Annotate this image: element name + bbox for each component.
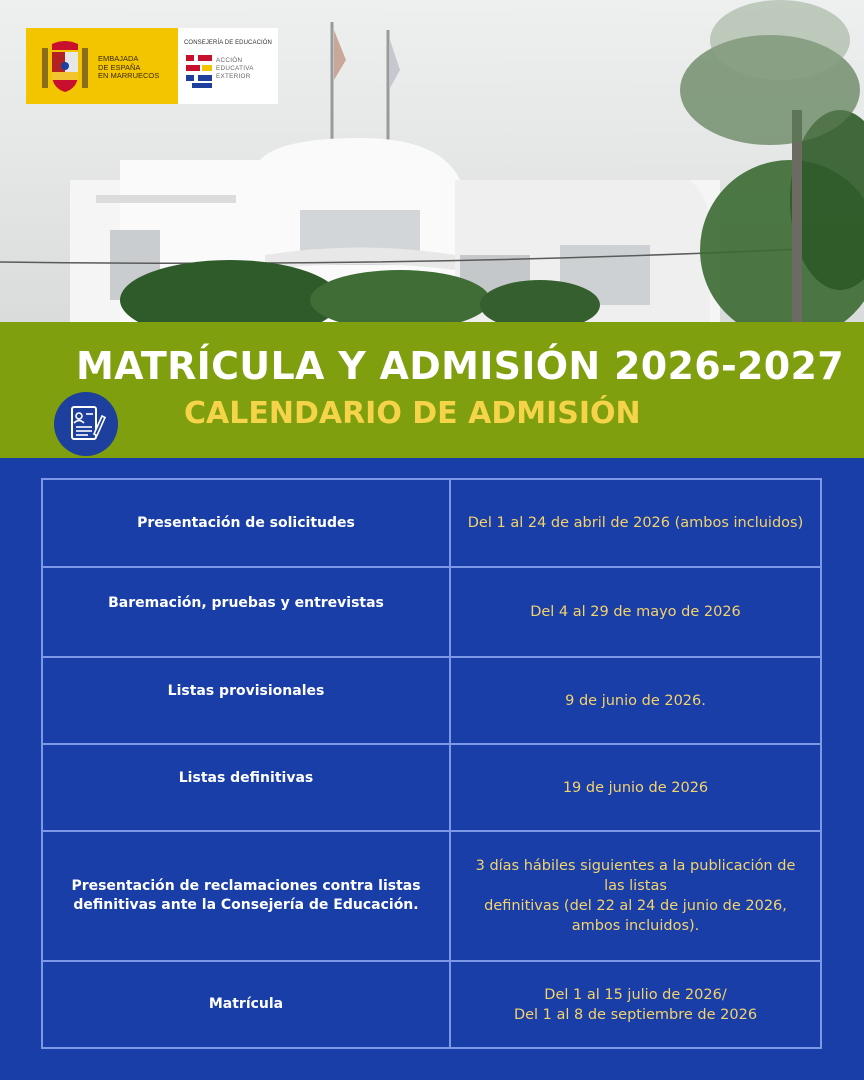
row-label	[43, 568, 451, 656]
table-row	[43, 745, 820, 832]
table-row	[43, 480, 820, 568]
consejeria-line-1: ACCIÓN	[216, 57, 243, 64]
row-label-text: Baremación, pruebas y entrevistas	[108, 594, 384, 611]
row-date: Del 1 al 15 julio de 2026/ Del 1 al 8 de septiembre de 2026	[513, 986, 758, 1023]
page-title: MATRÍCULA Y ADMISIÓN 2026-2027	[76, 344, 844, 388]
consejeria-line-2: EDUCATIVA	[216, 65, 254, 72]
row-date: Del 4 al 29 de mayo de 2026	[530, 604, 741, 620]
form-document-pencil-icon	[54, 392, 118, 456]
embassy-logo	[26, 28, 178, 104]
admission-calendar-table	[41, 478, 822, 1049]
embassy-line-3: EN MARRUECOS	[98, 71, 160, 80]
table-row	[43, 832, 820, 962]
row-label	[43, 658, 451, 743]
row-label: Matrícula	[43, 962, 451, 1047]
consejeria-heading: CONSEJERÍA DE EDUCACIÓN	[184, 40, 272, 46]
school-building-photo	[0, 0, 864, 322]
coat-of-arms-icon	[38, 38, 92, 96]
row-label-text: Listas provisionales	[167, 683, 325, 699]
title-banner	[0, 322, 864, 458]
logos-block	[26, 28, 278, 104]
row-label: Presentación de reclamaciones contra listas definitivas ante la Consejería de Educación.	[43, 832, 451, 960]
table-row	[43, 658, 820, 745]
accion-educativa-mark-icon	[186, 55, 212, 89]
consejeria-logo	[178, 28, 278, 104]
row-label	[43, 745, 451, 830]
page-subtitle: CALENDARIO DE ADMISIÓN	[184, 396, 641, 431]
table-row	[43, 568, 820, 658]
embassy-line-2: DE ESPAÑA	[98, 62, 141, 72]
embassy-line-1: EMBAJADA	[98, 54, 139, 63]
row-date: 9 de junio de 2026.	[565, 692, 706, 709]
row-date: Del 1 al 24 de abril de 2026 (ambos incluidos)	[467, 515, 804, 531]
table-row	[43, 962, 820, 1047]
row-label: Presentación de solicitudes	[43, 480, 451, 566]
row-date: 19 de junio de 2026	[562, 779, 709, 796]
row-label-text: Listas definitivas	[178, 770, 314, 786]
row-date: 3 días hábiles siguientes a la publicación de las listas definitivas (del 22 al 24 de junio de 2026, ambos incluidos).	[475, 858, 796, 934]
consejeria-line-3: EXTERIOR	[216, 73, 251, 80]
